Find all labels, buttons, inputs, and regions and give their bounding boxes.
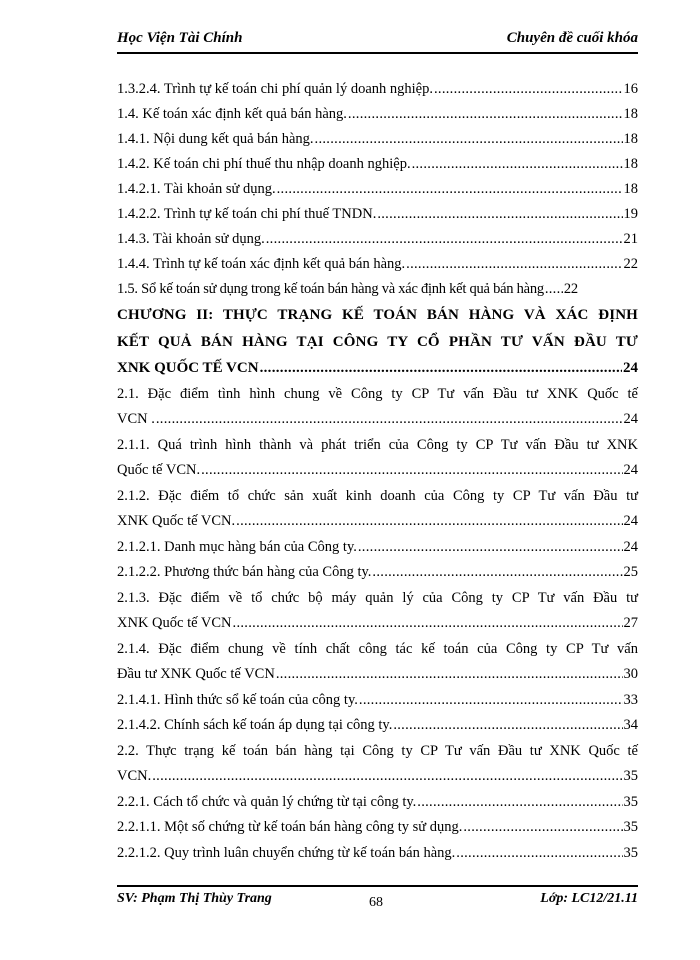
toc-entry-text: 2.1.3. Đặc điểm về tổ chức bộ máy quản lý của Công ty CP Tư vấn Đầu tư [117,589,638,606]
toc-page-number: 22 [623,256,638,272]
toc-entry-text: 1.3.2.4. Trình tự kế toán chi phí quản lý doanh nghiệp. [117,81,433,97]
toc-entry-text: 1.4.1. Nội dung kết quả bán hàng. [117,131,314,147]
toc-page-number: 16 [623,81,638,97]
toc-entry [117,841,638,867]
toc-page-number: 35 [623,844,638,861]
toc-entry-text: 1.4.4. Trình tự kế toán xác định kết quả bán hàng. [117,256,406,272]
toc-entry-text: 2.2.1.1. Một số chứng từ kế toán bán hàng công ty sử dụng. [117,819,463,835]
toc-page-number: 24 [623,360,638,376]
toc-page-number: 18 [623,131,638,147]
toc-page-number: 21 [623,231,638,247]
toc-entry-text: 1.4.2. Kế toán chi phí thuế thu nhập doanh nghiệp. [117,156,411,172]
toc-page-number: 34 [623,717,638,733]
chapter-title-line-1: CHƯƠNG II: THỰC TRẠNG KẾ TOÁN BÁN HÀNG VÀ XÁC ĐỊNH [117,307,638,323]
toc-page-number: 35 [623,819,638,835]
toc-entry-text-cont: Quốc tế VCN. [117,462,201,478]
toc-page-number: 19 [623,206,638,222]
chapter-title-line-2: KẾT QUẢ BÁN HÀNG TẠI CÔNG TY CỔ PHẦN TƯ VẤN ĐẦU TƯ [117,333,638,350]
toc-page-number: 22 [563,281,578,297]
toc-entry-text: 2.2. Thực trạng kế toán bán hàng tại Công ty CP Tư vấn Đầu tư XNK Quốc tế [117,742,638,759]
toc-entry-text: 1.4.2.2. Trình tự kế toán chi phí thuế TNDN. [117,206,377,222]
toc-entry-text-cont: VCN . [117,411,155,427]
header-document-title: Chuyên đề cuối khóa [506,30,638,46]
toc-entry [117,77,638,102]
toc-page-number: 18 [623,106,638,122]
toc-entry [117,102,638,127]
toc-entry-text: 2.1.4.1. Hình thức sổ kế toán của công ty. [117,691,358,708]
toc-entry-text: 2.1.2.1. Danh mục hàng bán của Công ty. [117,538,357,555]
toc-entry-text: 1.5. Sổ kế toán sử dụng trong kế toán bán hàng và xác định kết quả bán hàng [117,281,544,297]
toc-page-number: 30 [623,666,638,682]
toc-page-number: 33 [623,691,638,708]
toc-entry-text-cont: VCN. [117,768,152,784]
toc-entry-text: 2.2.1. Cách tổ chức và quản lý chứng từ tại công ty. [117,793,417,810]
footer-student-name: SV: Phạm Thị Thùy Trang [117,891,272,906]
page-header [117,28,638,54]
toc-entry-text: 2.1. Đặc điểm tình hình chung về Công ty CP Tư vấn Đầu tư XNK Quốc tế [117,385,638,402]
toc-entry-text: 2.1.2. Đặc điểm tổ chức sản xuất kinh doanh của Công ty CP Tư vấn Đầu tư [117,487,638,504]
chapter-title-line-3: XNK QUỐC TẾ VCN [117,360,259,376]
toc-page-number: 25 [623,564,638,580]
toc-entry [117,739,638,790]
header-institution: Học Viện Tài Chính [117,30,243,46]
toc-entry [117,713,638,739]
toc-entry-text-cont: XNK Quốc tế VCN. [117,513,236,529]
page-footer [117,885,638,911]
toc-entry [117,433,638,484]
toc-page-number: 24 [623,411,638,427]
toc-entry [117,177,638,202]
table-of-contents [117,77,638,866]
toc-entry [117,252,638,277]
toc-page-number: 24 [623,462,638,478]
toc-entry [117,790,638,816]
toc-entry [117,227,638,252]
toc-entry-text: 2.1.2.2. Phương thức bán hàng của Công ty. [117,564,372,580]
toc-entry [117,202,638,227]
toc-entry-text-cont: XNK Quốc tế VCN [117,615,232,631]
toc-page-number: 35 [623,793,638,810]
toc-entry-text: 2.1.4. Đặc điểm chung về tính chất công tác kế toán của Công ty CP Tư vấn [117,640,638,657]
toc-entry-text: 2.1.4.2. Chính sách kế toán áp dụng tại công ty. [117,717,393,733]
toc-entry [117,637,638,688]
toc-page-number: 18 [623,156,638,172]
toc-entry [117,535,638,561]
toc-entry [117,277,638,302]
toc-page-number: 24 [623,538,638,555]
toc-page-number: 18 [623,181,638,197]
toc-entry-text: 1.4.3. Tài khoản sử dụng. [117,231,265,247]
toc-entry [117,560,638,586]
toc-entry-text-cont: Đầu tư XNK Quốc tế VCN [117,666,275,682]
toc-page-number: 35 [623,768,638,784]
toc-entry-text: 1.4. Kế toán xác định kết quả bán hàng. [117,106,347,122]
toc-entry [117,152,638,177]
toc-entry [117,688,638,714]
toc-entry [117,127,638,152]
toc-page-number: 27 [623,615,638,631]
toc-chapter-heading [117,302,638,382]
toc-entry [117,484,638,535]
toc-entry-text: 1.4.2.1. Tài khoản sử dụng. [117,181,276,197]
toc-entry [117,586,638,637]
toc-page-number: 24 [623,513,638,529]
toc-entry-text: 2.2.1.2. Quy trình luân chuyển chứng từ kế toán bán hàng. [117,844,456,861]
footer-class: Lớp: LC12/21.11 [540,891,638,906]
toc-entry [117,382,638,433]
toc-entry [117,815,638,841]
footer-page-number: 68 [369,895,383,910]
toc-entry-text: 2.1.1. Quá trình hình thành và phát triển của Công ty CP Tư vấn Đầu tư XNK [117,436,638,453]
